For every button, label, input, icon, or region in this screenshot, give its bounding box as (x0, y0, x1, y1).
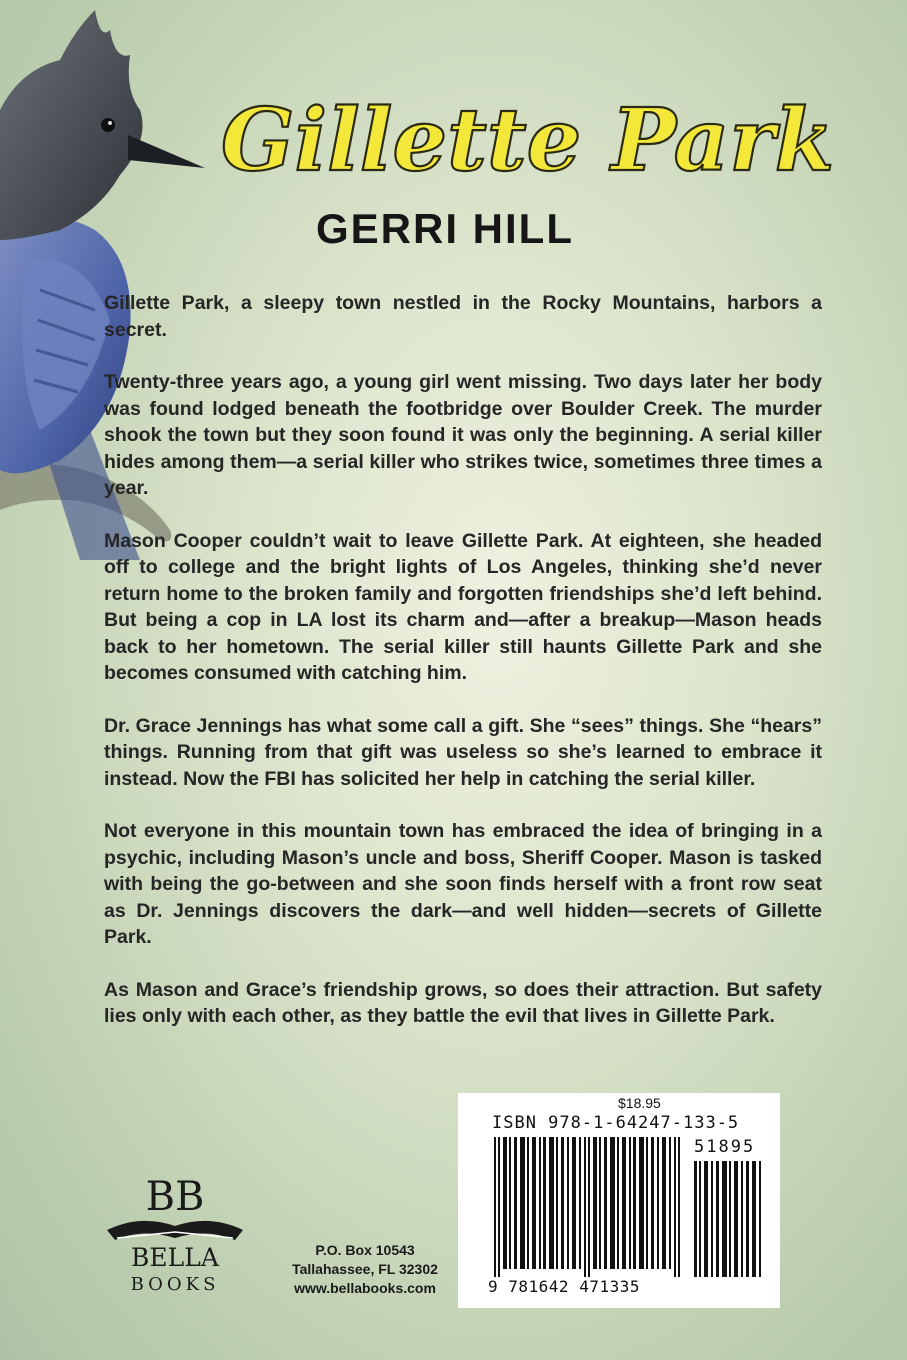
isbn-label: ISBN 978-1-64247-133-5 (492, 1113, 740, 1133)
blurb-paragraph: As Mason and Grace’s friendship grows, so does their attraction. But safety lies only with each other, as they battle the evil that lives in Gillette Park. (104, 978, 822, 1027)
logo-name-line2: BOOKS (130, 1274, 220, 1295)
address-po-box: P.O. Box 10543 (315, 1242, 415, 1258)
blurb-paragraph: Gillette Park, a sleepy town nestled in the Rocky Mountains, harbors a secret. (104, 292, 822, 341)
price-addon-bars (694, 1161, 766, 1277)
logo-name-line1: BELLA (131, 1243, 219, 1272)
ean-number: 9 781642 471335 (488, 1277, 640, 1296)
blurb-paragraph: Not everyone in this mountain town has embraced the idea of bringing in a psychic, including Mason’s uncle and boss, Sheriff Cooper. Mason is tasked with being the go-between and she soon finds herself with a front row seat as Dr. Jennings discovers the dark—and well hidden—secrets of Gillette Park. (104, 820, 822, 948)
logo-monogram: BB (145, 1174, 205, 1220)
book-title-text: Gillette Park (221, 90, 835, 191)
price-addon-number: 51895 (694, 1137, 756, 1157)
publisher-address (270, 1241, 460, 1298)
blurb-paragraph: Twenty-three years ago, a young girl went missing. Two days later her body was found lodged beneath the footbridge over Boulder Creek. The murder shook the town but they soon found it was only the beginning. A serial killer hides among them—a serial killer who strikes twice, sometimes three times a year. (104, 371, 822, 499)
isbn-barcode (458, 1093, 780, 1308)
back-cover-blurb (104, 290, 822, 1056)
open-book-icon (107, 1221, 243, 1240)
ean-barcode-bars (494, 1137, 684, 1277)
price-label: $18.95 (618, 1095, 661, 1111)
bella-books-logo (95, 1168, 255, 1298)
author-name: GERRI HILL (316, 205, 574, 252)
book-title (215, 70, 835, 210)
blurb-paragraph: Dr. Grace Jennings has what some call a gift. She “sees” things. She “hears” things. Running from that gift was useless so she’s learned to embrace it instead. Now the FBI has solicited her help in catching the serial killer. (104, 714, 822, 790)
publisher-website: www.bellabooks.com (294, 1280, 436, 1296)
blurb-paragraph: Mason Cooper couldn’t wait to leave Gillette Park. At eighteen, she headed off to college and the bright lights of Los Angeles, thinking she’d never return home to the broken family and forgotten friendships she’d left behind. But being a cop in LA lost its charm and—after a breakup—Mason heads back to her hometown. The serial killer still haunts Gillette Park and she becomes consumed with catching him. (104, 529, 822, 684)
address-city: Tallahassee, FL 32302 (292, 1261, 438, 1277)
